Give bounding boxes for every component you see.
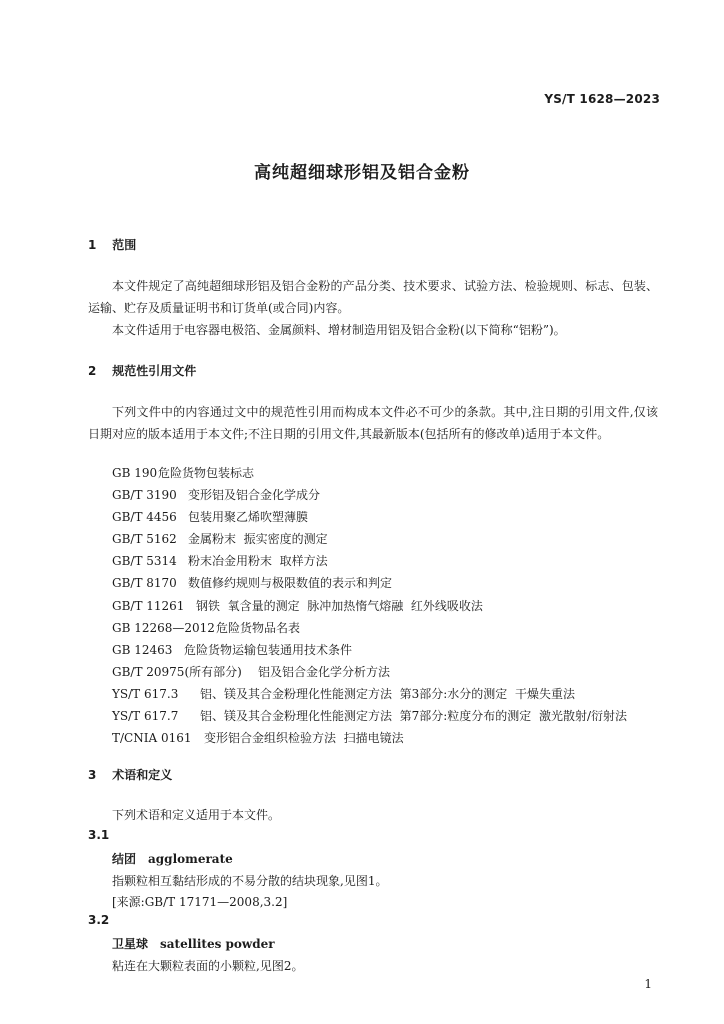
term-definition: 粘连在大颗粒表面的小颗粒,见图2。 (112, 959, 304, 973)
section-number: 2 (88, 364, 97, 378)
term-number: 3.1 (88, 828, 110, 842)
reference-title: 变形铝合金组织检验方法 扫描电镜法 (204, 731, 404, 746)
section-number: 3 (88, 768, 97, 782)
section-3-heading (88, 766, 172, 783)
reference-item (112, 617, 627, 639)
document-title: 高纯超细球形铝及铝合金粉 (254, 163, 470, 183)
reference-code: YS/T 617.7 (112, 709, 179, 724)
term-zh: 卫星球 (112, 937, 149, 951)
section-title: 规范性引用文件 (112, 364, 197, 378)
reference-code: GB/T 5162 (112, 532, 177, 547)
normative-reference-list (112, 462, 627, 749)
term-en: satellites powder (160, 937, 275, 951)
reference-item (112, 727, 627, 749)
reference-code: GB 190 (112, 466, 158, 480)
reference-title: 危险货物运输包装通用技术条件 (184, 642, 353, 657)
section-3-intro: 下列术语和定义适用于本文件。 (112, 808, 281, 822)
reference-title: 钢铁 氧含量的测定 脉冲加热惰气熔融 红外线吸收法 (196, 598, 483, 613)
reference-code: GB/T 4456 (112, 510, 177, 525)
reference-item (112, 550, 627, 572)
term-heading (112, 935, 275, 952)
reference-item (112, 705, 627, 727)
reference-code: GB 12463 (112, 642, 173, 657)
term-number: 3.2 (88, 913, 110, 927)
page-number: 1 (644, 977, 652, 991)
section-1-heading (88, 236, 136, 253)
reference-title: 铝及铝合金化学分析方法 (258, 664, 391, 679)
reference-item (112, 528, 627, 550)
reference-title: 包装用聚乙烯吹塑薄膜 (188, 510, 309, 525)
reference-code: GB/T 20975(所有部分) (112, 664, 242, 679)
section-title: 范围 (112, 238, 137, 252)
reference-code: GB/T 5314 (112, 554, 177, 569)
reference-item (112, 595, 627, 617)
reference-code: GB 12268—2012 (112, 620, 215, 635)
reference-code: YS/T 617.3 (112, 686, 179, 701)
reference-title: 粉末冶金用粉末 取样方法 (188, 554, 328, 569)
section-number: 1 (88, 238, 97, 252)
section-title: 术语和定义 (112, 768, 173, 782)
section-2-heading (88, 362, 196, 379)
term-heading (112, 850, 233, 867)
reference-code: GB/T 8170 (112, 576, 177, 591)
reference-code: GB/T 11261 (112, 598, 185, 613)
reference-item (112, 639, 627, 661)
standard-code: YS/T 1628—2023 (544, 92, 660, 106)
section-2-intro: 下列文件中的内容通过文中的规范性引用而构成本文件必不可少的条款。其中,注日期的引用文件,仅该日期对应的版本适用于本文件;不注日期的引用文件,其最新版本(包括所有的修改单)适用于本文件。 (88, 405, 658, 441)
reference-item (112, 484, 627, 506)
term-en: agglomerate (148, 852, 233, 866)
reference-item (112, 572, 627, 594)
reference-item (112, 462, 627, 484)
reference-title: 数值修约规则与极限数值的表示和判定 (188, 576, 393, 591)
reference-item (112, 506, 627, 528)
reference-title: 危险货物包装标志 (158, 466, 255, 480)
term-zh: 结团 (112, 852, 137, 866)
reference-title: 金属粉末 振实密度的测定 (188, 532, 328, 547)
reference-item (112, 683, 627, 705)
reference-title: 铝、镁及其合金粉理化性能测定方法 第7部分:粒度分布的测定 激光散射/衍射法 (200, 709, 627, 724)
reference-title: 变形铝及铝合金化学成分 (188, 488, 321, 503)
term-source: [来源:GB/T 17171—2008,3.2] (112, 895, 288, 909)
reference-title: 铝、镁及其合金粉理化性能测定方法 第3部分:水分的测定 干燥失重法 (200, 686, 575, 701)
reference-item (112, 661, 627, 683)
section-1-para-2: 本文件适用于电容器电极箔、金属颜料、增材制造用铝及铝合金粉(以下简称“铝粉”)。 (112, 323, 566, 337)
section-1-para-1: 本文件规定了高纯超细球形铝及铝合金粉的产品分类、技术要求、试验方法、检验规则、标志、包装、运输、贮存及质量证明书和订货单(或合同)内容。 (88, 279, 658, 315)
reference-title: 危险货物品名表 (216, 620, 301, 635)
term-definition: 指颗粒相互黏结形成的不易分散的结块现象,见图1。 (112, 874, 388, 888)
reference-code: GB/T 3190 (112, 488, 177, 503)
reference-code: T/CNIA 0161 (112, 731, 192, 746)
